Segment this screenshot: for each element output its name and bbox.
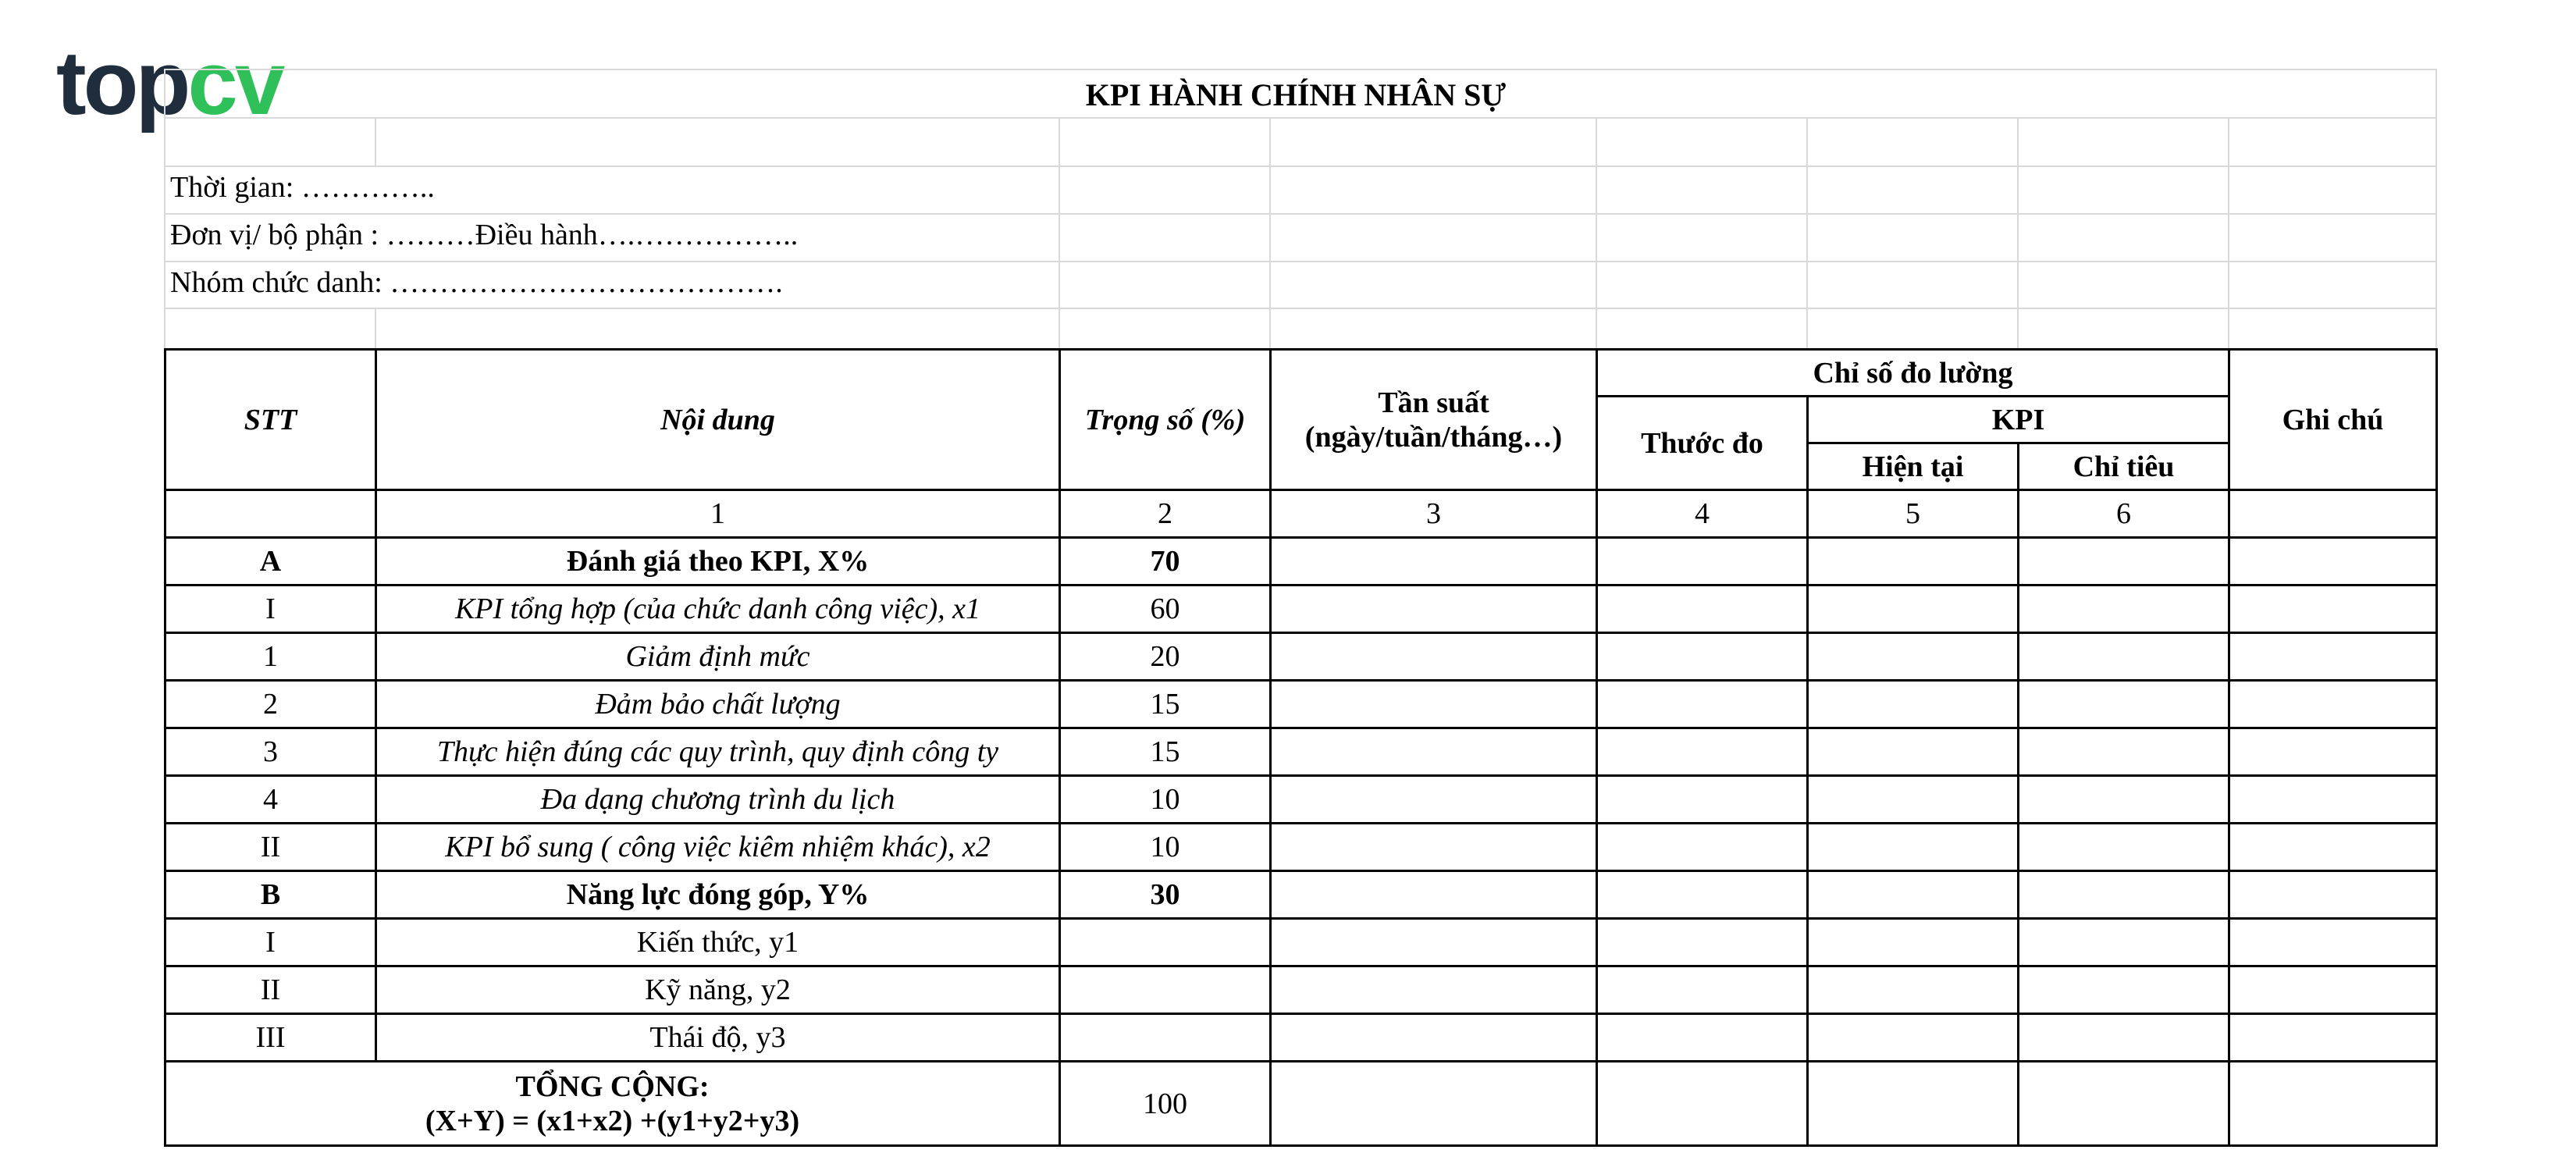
column-number: 4 (1597, 490, 1808, 538)
header-stt: STT (165, 350, 376, 490)
row-cell (2229, 681, 2437, 728)
row-cell (1271, 538, 1597, 586)
header-weight: Trọng số (%) (1060, 350, 1271, 490)
row-cell (2229, 824, 2437, 871)
row-weight: 70 (1060, 538, 1271, 586)
row-cell (1808, 633, 2019, 681)
row-cell (1597, 1062, 1808, 1146)
row-cell (1597, 538, 1808, 586)
column-number: 2 (1060, 490, 1271, 538)
row-stt: 2 (165, 681, 376, 728)
row-weight: 10 (1060, 824, 1271, 871)
row-cell (2229, 728, 2437, 776)
table-row (165, 966, 2437, 1014)
row-cell (1271, 728, 1597, 776)
row-cell (1597, 633, 1808, 681)
row-cell (2229, 586, 2437, 633)
row-cell (1597, 728, 1808, 776)
row-weight: 20 (1060, 633, 1271, 681)
row-cell (2229, 1014, 2437, 1062)
row-cell (1808, 681, 2019, 728)
row-content: Đảm bảo chất lượng (376, 681, 1060, 728)
row-cell (1808, 919, 2019, 966)
row-stt: II (165, 824, 376, 871)
kpi-table (164, 348, 2438, 1147)
row-cell (2229, 633, 2437, 681)
row-cell (1808, 824, 2019, 871)
row-cell (2019, 633, 2229, 681)
row-content: Thái độ, y3 (376, 1014, 1060, 1062)
table-row (165, 776, 2437, 824)
row-cell (2019, 919, 2229, 966)
row-cell (2229, 919, 2437, 966)
row-cell (2019, 871, 2229, 919)
row-cell (1271, 681, 1597, 728)
row-cell (2229, 776, 2437, 824)
row-cell (1271, 919, 1597, 966)
table-row (165, 824, 2437, 871)
row-content: Đánh giá theo KPI, X% (376, 538, 1060, 586)
row-cell (1808, 1062, 2019, 1146)
document-title: KPI HÀNH CHÍNH NHÂN SỰ (1085, 77, 1507, 112)
row-weight: 60 (1060, 586, 1271, 633)
row-content: Giảm định mức (376, 633, 1060, 681)
row-cell (1271, 871, 1597, 919)
table-row (165, 633, 2437, 681)
row-stt: B (165, 871, 376, 919)
row-content: Năng lực đóng góp, Y% (376, 871, 1060, 919)
info-time: Thời gian: ………….. (170, 171, 435, 204)
total-row (165, 1062, 2437, 1146)
row-content: KPI bổ sung ( công việc kiêm nhiệm khác), x2 (376, 824, 1060, 871)
row-cell (2019, 966, 2229, 1014)
row-content: Thực hiện đúng các quy trình, quy định công ty (376, 728, 1060, 776)
header-frequency-line1: Tần suất (1378, 386, 1489, 419)
row-cell (1597, 1014, 1808, 1062)
row-cell (1808, 1014, 2019, 1062)
row-cell (1597, 919, 1808, 966)
table-row (165, 681, 2437, 728)
row-cell (2229, 538, 2437, 586)
row-cell (1271, 633, 1597, 681)
total-label (165, 1062, 1060, 1146)
header-measure: Thước đo (1597, 397, 1808, 490)
row-weight (1060, 966, 1271, 1014)
column-number: 5 (1808, 490, 2019, 538)
info-job-group: Nhóm chức danh: …………………………………. (170, 266, 783, 299)
info-unit: Đơn vị/ bộ phận : ………Điều hành….…………….. (170, 219, 799, 251)
row-cell (1597, 776, 1808, 824)
column-number: 6 (2019, 490, 2229, 538)
row-weight: 10 (1060, 776, 1271, 824)
row-cell (1808, 776, 2019, 824)
row-cell (2019, 776, 2229, 824)
column-number-blank (165, 490, 376, 538)
row-stt: 1 (165, 633, 376, 681)
logo-text-top: top (56, 32, 188, 133)
row-cell (2019, 586, 2229, 633)
row-cell (1597, 824, 1808, 871)
total-label-line2: (X+Y) = (x1+x2) +(y1+y2+y3) (425, 1104, 800, 1137)
row-stt: III (165, 1014, 376, 1062)
row-cell (1271, 1014, 1597, 1062)
header-kpi: KPI (1808, 397, 2229, 443)
row-stt: 4 (165, 776, 376, 824)
table-row (165, 538, 2437, 586)
row-content: Kỹ năng, y2 (376, 966, 1060, 1014)
row-cell (2229, 966, 2437, 1014)
header-measure-group: Chỉ số đo lường (1597, 350, 2229, 397)
row-cell (2019, 1062, 2229, 1146)
row-stt: 3 (165, 728, 376, 776)
total-value: 100 (1060, 1062, 1271, 1146)
row-stt: II (165, 966, 376, 1014)
row-cell (1597, 871, 1808, 919)
row-stt: A (165, 538, 376, 586)
row-cell (1808, 586, 2019, 633)
row-cell (2229, 1062, 2437, 1146)
row-cell (2229, 871, 2437, 919)
row-cell (1271, 776, 1597, 824)
row-cell (2019, 728, 2229, 776)
row-weight (1060, 919, 1271, 966)
row-stt: I (165, 919, 376, 966)
row-cell (1808, 966, 2019, 1014)
row-cell (2019, 681, 2229, 728)
column-number-row (165, 490, 2437, 538)
row-cell (1597, 966, 1808, 1014)
row-cell (1271, 1062, 1597, 1146)
header-target: Chỉ tiêu (2019, 443, 2229, 490)
row-cell (1597, 586, 1808, 633)
row-weight: 30 (1060, 871, 1271, 919)
row-stt: I (165, 586, 376, 633)
row-weight: 15 (1060, 681, 1271, 728)
table-row (165, 1014, 2437, 1062)
column-number: 3 (1271, 490, 1597, 538)
header-current: Hiện tại (1808, 443, 2019, 490)
table-row (165, 586, 2437, 633)
header-content: Nội dung (376, 350, 1060, 490)
column-number-blank (2229, 490, 2437, 538)
row-cell (1597, 681, 1808, 728)
row-cell (1271, 586, 1597, 633)
row-cell (1271, 966, 1597, 1014)
table-row (165, 728, 2437, 776)
row-content: Đa dạng chương trình du lịch (376, 776, 1060, 824)
header-frequency-line2: (ngày/tuần/tháng…) (1304, 420, 1563, 454)
row-content: Kiến thức, y1 (376, 919, 1060, 966)
row-cell (2019, 1014, 2229, 1062)
table-row (165, 919, 2437, 966)
row-cell (1808, 728, 2019, 776)
row-weight: 15 (1060, 728, 1271, 776)
row-cell (1808, 871, 2019, 919)
row-cell (2019, 538, 2229, 586)
header-note: Ghi chú (2229, 350, 2437, 490)
total-label-line1: TỔNG CỘNG: (515, 1070, 710, 1103)
table-row (165, 871, 2437, 919)
column-number: 1 (376, 490, 1060, 538)
row-cell (1808, 538, 2019, 586)
row-content: KPI tổng hợp (của chức danh công việc), x1 (376, 586, 1060, 633)
row-weight (1060, 1014, 1271, 1062)
row-cell (1271, 824, 1597, 871)
row-cell (2019, 824, 2229, 871)
logo-text-cv: cv (187, 32, 283, 133)
header-frequency (1271, 350, 1597, 490)
